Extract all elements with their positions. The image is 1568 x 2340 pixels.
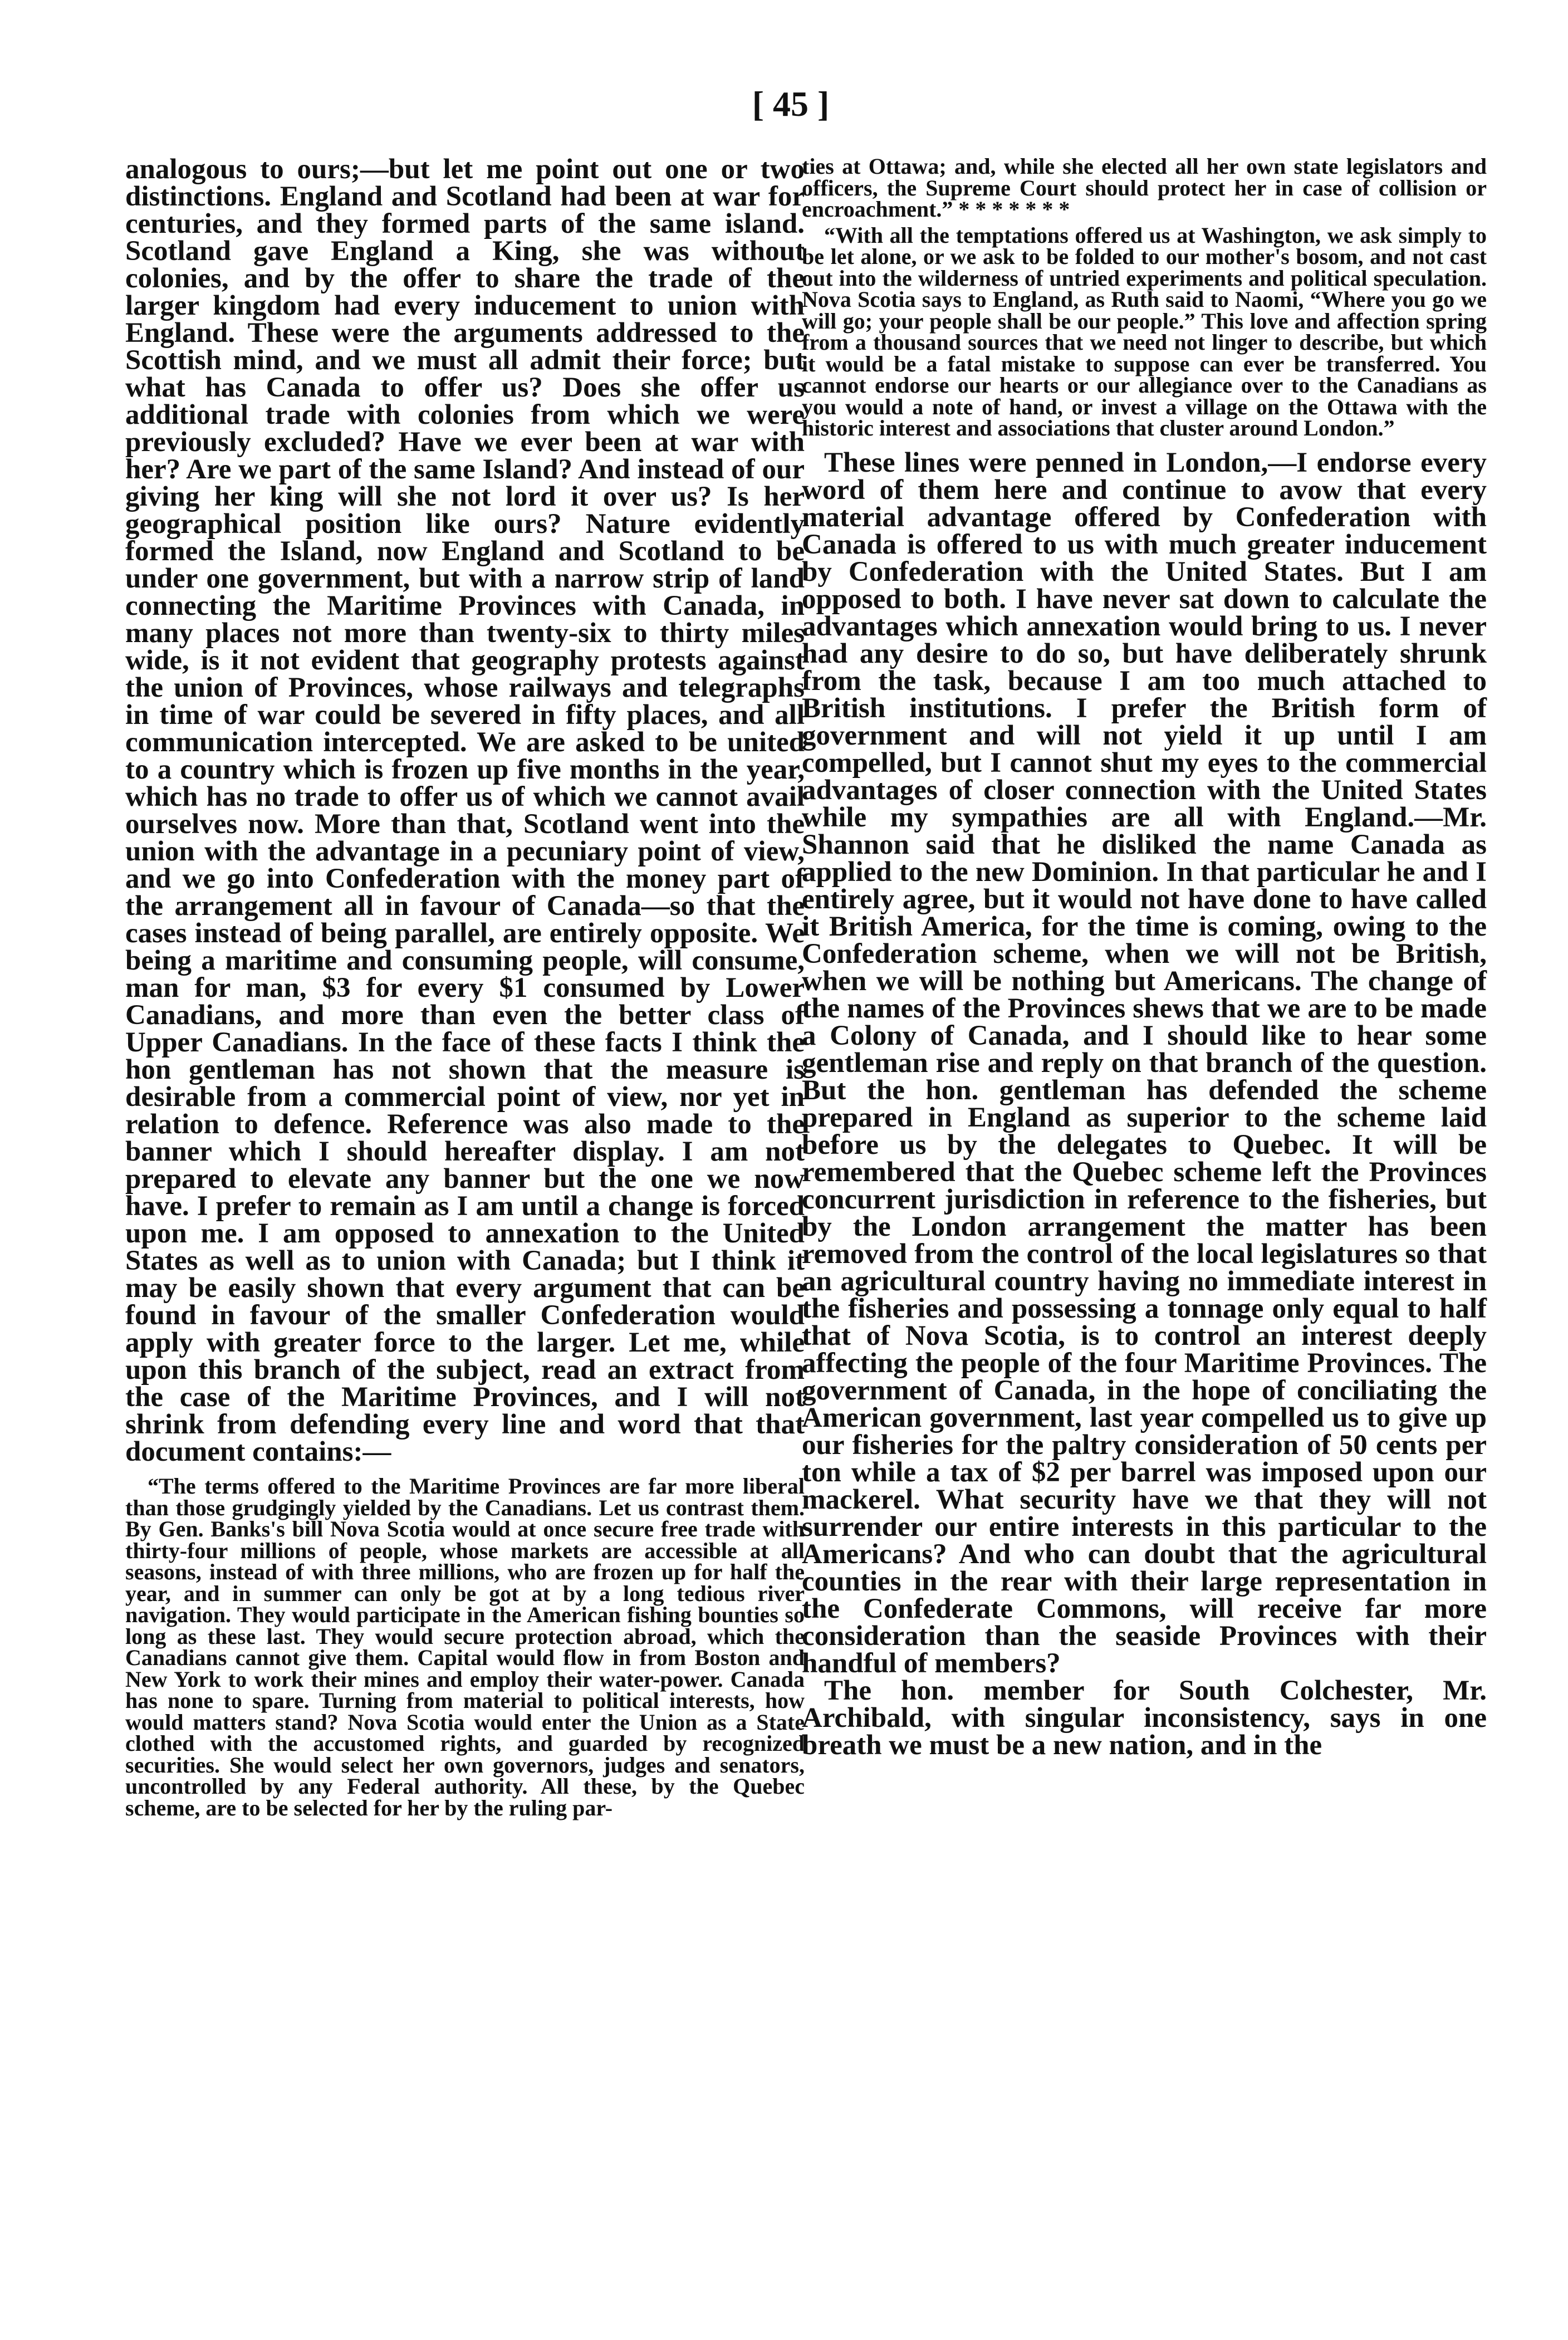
right-column — [802, 156, 1487, 1759]
left-quote-paragraph: “The terms offered to the Maritime Provinces are far more liberal than those grudgingly yielded by the Canadians. Let us contrast them. By Gen. Banks's bill Nova Scotia would at once secure free trade with thirty-four millions of people, whose markets are accessible at all seasons, instead of with three millions, who are frozen up for half the year, and in summer can only be got at by a long tedious river navigation. They would participate in the American fishing bounties so long as these last. They would secure protection abroad, which the Canadians cannot give them. Capital would flow in from Boston and New York to work their mines and employ their water-power. Canada has none to spare. Turning from material to political interests, how would matters stand? Nova Scotia would enter the Union as a State clothed with the accustomed rights, and guarded by recognized securities. She would select her own governors, judges and senators, uncontrolled by any Federal authority. All these, by the Quebec scheme, are to be selected for her by the ruling par- — [125, 1473, 805, 1820]
right-quote-continued: ties at Ottawa; and, while she elected all her own state legislators and officers, the Supreme Court should protect her in case of collision or encroachment.” * * * * * * * — [802, 154, 1487, 222]
right-quote-second: “With all the temptations offered us at Washington, we ask simply to be let alone, or we ask to be folded to our mother's bosom, and not cast out into the wilderness of untried experiments and political speculation. Nova Scotia says to England, as Ruth said to Naomi, “Where you go we will go; your people shall be our people.” This love and affection spring from a thousand sources that we need not linger to describe, but which it would be a fatal mistake to suppose can ever be transferred. You cannot endorse our hearts or our allegiance over to the Canadians as you would a note of hand, or invest a village on the Ottawa with the historic interest and associations that cluster around London.” — [802, 222, 1487, 440]
right-body-paragraph-one: These lines were penned in London,—I endorse every word of them here and continue to avow that every material advantage offered by Confederation with Canada is offered to us with much greater inducement by Confederation with the United States. But I am opposed to both. I have never sat down to calculate the advantages which annexation would bring to us. I never had any desire to do so, but have deliberately shrunk from the task, because I am too much attached to British institutions. I prefer the British form of government and will not yield it up until I am compelled, but I cannot shut my eyes to the commercial advantages of closer connection with the United States while my sympathies are all with England.—Mr. Shannon said that he disliked the name Canada as applied to the new Dominion. In that particular he and I entirely agree, but it would not have done to have called it British America, for the time is coming, owing to the Confederation scheme, when we will not be British, when we will be nothing but Americans. The change of the names of the Provinces shews that we are to be made a Colony of Canada, and I should like to hear some gentleman rise and reply on that branch of the question. But the hon. gentleman has defended the scheme prepared in England as superior to the scheme laid before us by the delegates to Quebec. It will be remembered that the Quebec scheme left the Provinces concurrent jurisdiction in reference to the fisheries, but by the London arrangement the matter has been removed from the control of the local legislatures so that an agricultural country having no immediate interest in the fisheries and possessing a tonnage only equal to half that of Nova Scotia, is to control an interest deeply affecting the people of the four Maritime Provinces. The government of Canada, in the hope of conciliating the American government, last year compelled us to give up our fisheries for the paltry consideration of 50 cents per ton while a tax of $2 per barrel was imposed upon our mackerel. What security have we that they will not surrender our entire interests in this particular to the Americans? And who can doubt that the agricultural counties in the rear with their large representation in the Confederate Commons, will receive far more consideration than the seaside Provinces with their handful of members? — [802, 447, 1487, 1679]
left-body-paragraph: analogous to ours;—but let me point out one or two distinctions. England and Scotland had been at war for centuries, and they formed parts of the same island. Scotland gave England a King, she was without colonies, and by the offer to share the trade of the larger kingdom had every inducement to union with England. These were the arguments addressed to the Scottish mind, and we must all admit their force; but what has Canada to offer us? Does she offer us additional trade with colonies from which we were previously excluded? Have we ever been at war with her? Are we part of the same Island? And instead of our giving her king will she not lord it over us? Is her geographical position like ours? Nature evidently formed the Island, now England and Scotland to be under one government, but with a narrow strip of land connecting the Maritime Provinces with Canada, in many places not more than twenty-six to thirty miles wide, is it not evident that geography protests against the union of Provinces, whose railways and telegraphs in time of war could be severed in fifty places, and all communication intercepted. We are asked to be united to a country which is frozen up five months in the year, which has no trade to offer us of which we cannot avail ourselves now. More than that, Scotland went into the union with the advantage in a pecuniary point of view, and we go into Confederation with the money part of the arrangement all in favour of Canada—so that the cases instead of being parallel, are entirely opposite. We being a maritime and consuming people, will consume, man for man, $3 for every $1 consumed by Lower Canadians, and more than even the better class of Upper Canadians. In the face of these facts I think the hon gentleman has not shown that the measure is desirable from a commercial point of view, nor yet in relation to defence. Reference was also made to the banner which I should hereafter display. I am not prepared to elevate any banner but the one we now have. I prefer to remain as I am until a change is forced upon me. I am opposed to annexation to the United States as well as to union with Canada; but I think it may be easily shown that every argument that can be found in favour of the smaller Confederation would apply with greater force to the larger. Let me, while upon this branch of the subject, read an extract from the case of the Maritime Provinces, and I will not shrink from defending every line and word that that document contains:— — [125, 154, 805, 1467]
right-body-paragraph-two: The hon. member for South Colchester, Mr. Archibald, with singular inconsistency, says in one breath we must be a new nation, and in the — [802, 1675, 1487, 1761]
left-column — [125, 156, 805, 1819]
page-number: [ 45 ] — [752, 84, 830, 124]
